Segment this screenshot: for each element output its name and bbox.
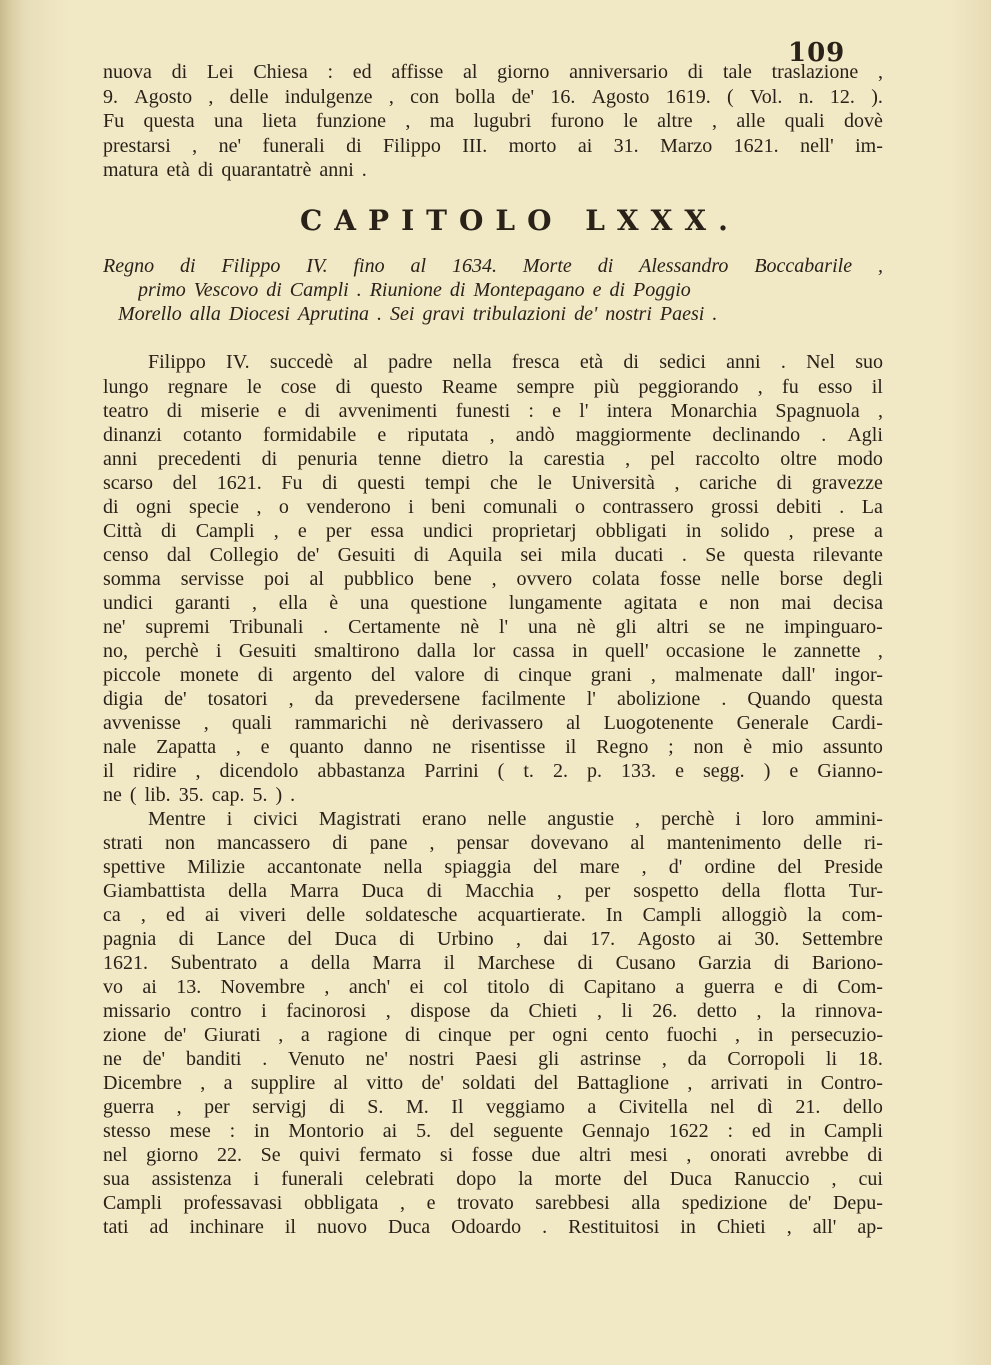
text-line: Mentre i civici Magistrati erano nelle angustie , perchè i loro ammini- [148,809,883,830]
text-line: strati non mancassero di pane , pensar dovevano al mantenimento delle ri- [103,833,883,854]
chapter-title: CAPITOLO LXXX. [300,204,740,237]
text-line: ca , ed ai viveri delle soldatesche acquartierate. In Campli alloggiò la com- [103,905,883,926]
text-line: avvenisse , quali rammarichi nè derivassero al Luogotenente Generale Cardi- [103,713,883,734]
text-line: no, perchè i Gesuiti smaltirono dalla lor cassa in quell' occasione le zannette , [103,641,883,662]
text-line: Città di Campli , e per essa undici proprietarj obbligati in solido , prese a [103,521,883,542]
text-line: 9. Agosto , delle indulgenze , con bolla de' 16. Agosto 1619. ( Vol. n. 12. ). [103,87,883,108]
text-line: undici garanti , ella è una questione lungamente agitata e non mai decisa [103,593,883,614]
text-line: vo ai 13. Novembre , anch' ei col titolo di Capitano a guerra e di Com- [103,977,883,998]
text-line: somma servisse poi al pubblico bene , ovvero colata fosse nelle borse degli [103,569,883,590]
text-line: spettive Milizie accantonate nella spiaggia del mare , d' ordine del Preside [103,857,883,878]
text-line: nuova di Lei Chiesa : ed affisse al giorno anniversario di tale traslazione , [103,62,883,83]
chapter-summary-line: primo Vescovo di Campli . Riunione di Montepagano e di Poggio [138,280,691,301]
text-line: Giambattista della Marra Duca di Macchia , per sospetto della flotta Tur- [103,881,883,902]
text-line: digia de' tosatori , da prevedersene facilmente l' abolizione . Quando questa [103,689,883,710]
text-line: Dicembre , a supplire al vitto de' soldati del Battaglione , arrivati in Contro- [103,1073,883,1094]
text-line: nel giorno 22. Se quivi fermato si fosse due altri mesi , onorati avrebbe di [103,1145,883,1166]
text-line: il ridire , dicendolo abbastanza Parrini ( t. 2. p. 133. e segg. ) e Gianno- [103,761,883,782]
text-line: prestarsi , ne' funerali di Filippo III. morto ai 31. Marzo 1621. nell' im- [103,136,883,157]
text-line: missario contro i facinorosi , dispose da Chieti , li 26. detto , la rinnova- [103,1001,883,1022]
text-line: anni precedenti di penuria tenne dietro la carestia , pel raccolto oltre modo [103,449,883,470]
chapter-summary-line: Morello alla Diocesi Aprutina . Sei gravi tribulazioni de' nostri Paesi . [118,304,718,325]
text-line: sua assistenza i funerali celebrati dopo la morte del Duca Ranuccio , cui [103,1169,883,1190]
text-line: teatro di miserie e di avvenimenti funesti : e l' intera Monarchia Spagnuola , [103,401,883,422]
text-line: ne ( lib. 35. cap. 5. ) . [103,785,296,806]
text-line: guerra , per servigj di S. M. Il veggiamo a Civitella nel dì 21. dello [103,1097,883,1118]
text-line: 1621. Subentrato a della Marra il Marchese di Cusano Garzia di Bariono- [103,953,883,974]
text-line: censo dal Collegio de' Gesuiti di Aquila sei mila ducati . Se questa rilevante [103,545,883,566]
text-line: ne de' banditi . Venuto ne' nostri Paesi gli astrinse , da Corropoli li 18. [103,1049,883,1070]
text-line: Campli professavasi obbligata , e trovato sarebbesi alla spedizione de' Depu- [103,1193,883,1214]
text-line: tati ad inchinare il nuovo Duca Odoardo . Restituitosi in Chieti , all' ap- [103,1217,883,1238]
text-line: pagnia di Lance del Duca di Urbino , dai 17. Agosto ai 30. Settembre [103,929,883,950]
text-line: zione de' Giurati , a ragione di cinque per ogni cento fuochi , in persecuzio- [103,1025,883,1046]
text-line: scarso del 1621. Fu di questi tempi che le Università , cariche di gravezze [103,473,883,494]
text-line: ne' supremi Tribunali . Certamente nè l' una nè gli altri se ne impinguaro- [103,617,883,638]
text-line: di ogni specie , o venderono i beni comunali o contrassero grossi debiti . La [103,497,883,518]
chapter-summary-line: Regno di Filippo IV. fino al 1634. Morte di Alessandro Boccabarile , [103,256,883,277]
text-line: Filippo IV. succedè al padre nella fresca età di sedici anni . Nel suo [148,352,883,373]
text-line: matura età di quarantatrè anni . [103,160,367,181]
page-number: 109 [788,38,846,68]
text-line: stesso mese : in Montorio ai 5. del seguente Gennajo 1622 : ed in Campli [103,1121,883,1142]
text-line: lungo regnare le cose di questo Reame sempre più peggiorando , fu esso il [103,377,883,398]
text-line: nale Zapatta , e quanto danno ne risentisse il Regno ; non è mio assunto [103,737,883,758]
text-line: Fu questa una lieta funzione , ma lugubri furono le altre , alle quali dovè [103,111,883,132]
text-line: dinanzi cotanto formidabile e riputata , andò maggiormente declinando . Agli [103,425,883,446]
text-line: piccole monete di argento del valore di cinque grani , malmenate dall' ingor- [103,665,883,686]
